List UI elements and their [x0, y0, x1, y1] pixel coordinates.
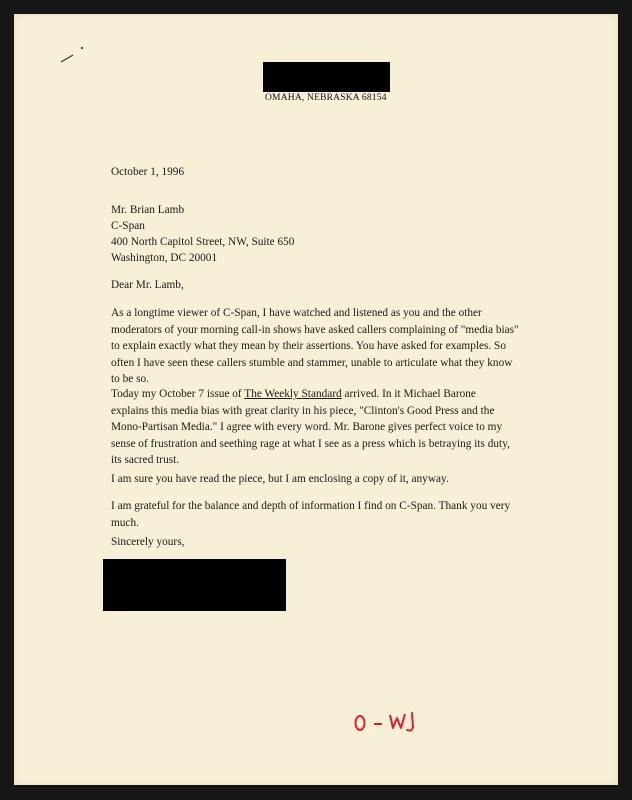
paragraph-4-line: much.	[111, 516, 139, 529]
redacted-letterhead-name	[263, 62, 390, 92]
paragraph-1-line: moderators of your morning call-in shows have asked callers complaining of "media bias"	[111, 323, 519, 336]
letter-date: October 1, 1996	[111, 166, 185, 178]
publication-title: The Weekly Standard	[244, 388, 342, 400]
handwritten-red-note	[352, 708, 432, 738]
paragraph-2-lead: Today my October 7 issue of	[111, 388, 245, 400]
salutation: Dear Mr. Lamb,	[111, 279, 184, 291]
recipient-city: Washington, DC 20001	[111, 252, 218, 264]
closing: Sincerely yours,	[111, 536, 185, 548]
paragraph-3: I am sure you have read the piece, but I am enclosing a copy of it, anyway.	[111, 473, 449, 485]
paragraph-2-line: explains this media bias with great clarity in his piece, "Clinton's Good Press and the	[111, 404, 495, 417]
paragraph-2-line	[111, 386, 531, 403]
letter-page	[14, 14, 618, 785]
paragraph-1	[111, 305, 531, 388]
paragraph-2-tail: arrived. In it Michael Barone	[341, 388, 476, 400]
paragraph-1-line: to explain exactly what they mean by their assertions. You have asked for examples. So	[111, 340, 506, 352]
recipient-org: C-Span	[111, 220, 145, 232]
recipient-name: Mr. Brian Lamb	[111, 204, 185, 216]
pen-mark	[59, 46, 99, 66]
paragraph-1-line: often I have seen these callers stumble and stammer, unable to articulate what they know	[111, 356, 513, 369]
paragraph-4-line: I am grateful for the balance and depth of information I find on C-Span. Thank you very	[111, 500, 511, 512]
redacted-signature	[103, 559, 286, 611]
paragraph-2-line: its sacred trust.	[111, 454, 180, 466]
paragraph-2-line: Mono-Partisan Media." I agree with every word. Mr. Barone gives perfect voice to my	[111, 421, 503, 433]
paragraph-4	[111, 498, 531, 531]
paragraph-2-line: sense of frustration and seething rage at what I see as a press which is betraying its duty,	[111, 437, 510, 450]
paragraph-2	[111, 386, 531, 469]
paragraph-1-line: to be so.	[111, 373, 149, 385]
paragraph-1-line: As a longtime viewer of C-Span, I have watched and listened as you and the other	[111, 307, 482, 319]
recipient-street: 400 North Capitol Street, NW, Suite 650	[111, 236, 295, 248]
letterhead-city: OMAHA, NEBRASKA 68154	[265, 93, 387, 103]
